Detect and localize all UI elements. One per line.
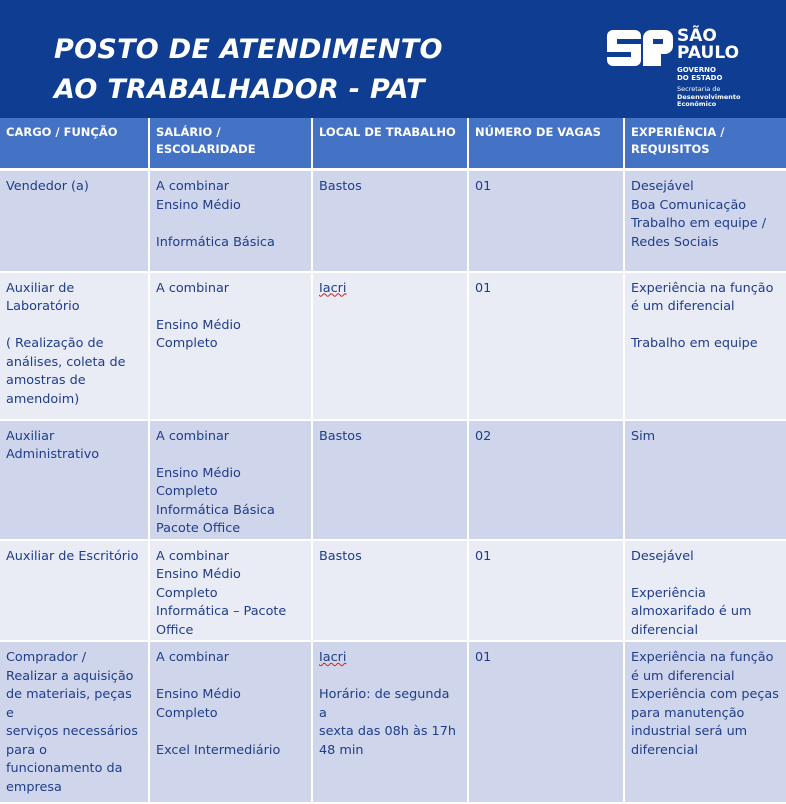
cell-requisitos: Experiência na função é um diferencial Experiência com peças para manutenção industrial será um diferencial bbox=[624, 641, 786, 803]
logo-secretariat-text: Secretaria de Desenvolvimento Econômico bbox=[677, 85, 741, 108]
table-row bbox=[0, 641, 786, 803]
cell-salario: A combinar Ensino Médio Completo Informática – Pacote Office bbox=[149, 540, 312, 642]
table-row bbox=[0, 420, 786, 540]
local-text: Iacri bbox=[319, 650, 347, 665]
job-openings-table bbox=[0, 118, 786, 804]
column-header-local: LOCAL DE TRABALHO bbox=[312, 118, 468, 170]
logo-state-name: SÃO PAULO bbox=[677, 26, 740, 63]
cell-vagas: 01 bbox=[468, 170, 624, 272]
cell-local: Bastos bbox=[312, 540, 468, 642]
cell-local bbox=[312, 641, 468, 803]
title-line-1: POSTO DE ATENDIMENTO bbox=[54, 34, 443, 65]
cell-salario: A combinar Ensino Médio Informática Básica bbox=[149, 170, 312, 272]
cell-salario: A combinar Ensino Médio Completo Informática Básica Pacote Office bbox=[149, 420, 312, 540]
column-header-salario: SALÁRIO / ESCOLARIDADE bbox=[149, 118, 312, 170]
title-line-2: AO TRABALHADOR - PAT bbox=[54, 74, 425, 105]
cell-local: Bastos bbox=[312, 420, 468, 540]
page-title bbox=[54, 30, 443, 110]
cell-vagas: 02 bbox=[468, 420, 624, 540]
column-header-vagas: NÚMERO DE VAGAS bbox=[468, 118, 624, 170]
table-row bbox=[0, 170, 786, 272]
cell-requisitos: Sim bbox=[624, 420, 786, 540]
logo-government-text: GOVERNO DO ESTADO bbox=[677, 66, 723, 82]
cell-local bbox=[312, 272, 468, 420]
cell-cargo: Auxiliar Administrativo bbox=[0, 420, 149, 540]
column-header-requisitos: EXPERIÊNCIA / REQUISITOS bbox=[624, 118, 786, 170]
cell-salario: A combinar Ensino Médio Completo Excel Intermediário bbox=[149, 641, 312, 803]
table-row bbox=[0, 272, 786, 420]
cell-requisitos: Desejável Experiência almoxarifado é um diferencial bbox=[624, 540, 786, 642]
sp-logo-mark-icon bbox=[607, 30, 673, 66]
cell-requisitos: Experiência na função é um diferencial Trabalho em equipe bbox=[624, 272, 786, 420]
cell-requisitos: Desejável Boa Comunicação Trabalho em equipe / Redes Sociais bbox=[624, 170, 786, 272]
cell-cargo: Vendedor (a) bbox=[0, 170, 149, 272]
sao-paulo-government-logo bbox=[607, 28, 777, 114]
table-header-row bbox=[0, 118, 786, 170]
cell-salario: A combinar Ensino Médio Completo bbox=[149, 272, 312, 420]
page-header bbox=[0, 0, 786, 118]
column-header-cargo: CARGO / FUNÇÃO bbox=[0, 118, 149, 170]
cell-cargo: Auxiliar de Laboratório ( Realização de análises, coleta de amostras de amendoim) bbox=[0, 272, 149, 420]
cell-cargo: Auxiliar de Escritório bbox=[0, 540, 149, 642]
cell-cargo: Comprador / Realizar a aquisição de materiais, peças e serviços necessários para o funcionamento da empresa bbox=[0, 641, 149, 803]
cell-vagas: 01 bbox=[468, 272, 624, 420]
table-row bbox=[0, 540, 786, 642]
cell-vagas: 01 bbox=[468, 641, 624, 803]
local-schedule-text: Horário: de segunda a sexta das 08h às 17h 48 min bbox=[319, 687, 456, 758]
cell-vagas: 01 bbox=[468, 540, 624, 642]
cell-local: Bastos bbox=[312, 170, 468, 272]
local-text: Iacri bbox=[319, 280, 347, 296]
